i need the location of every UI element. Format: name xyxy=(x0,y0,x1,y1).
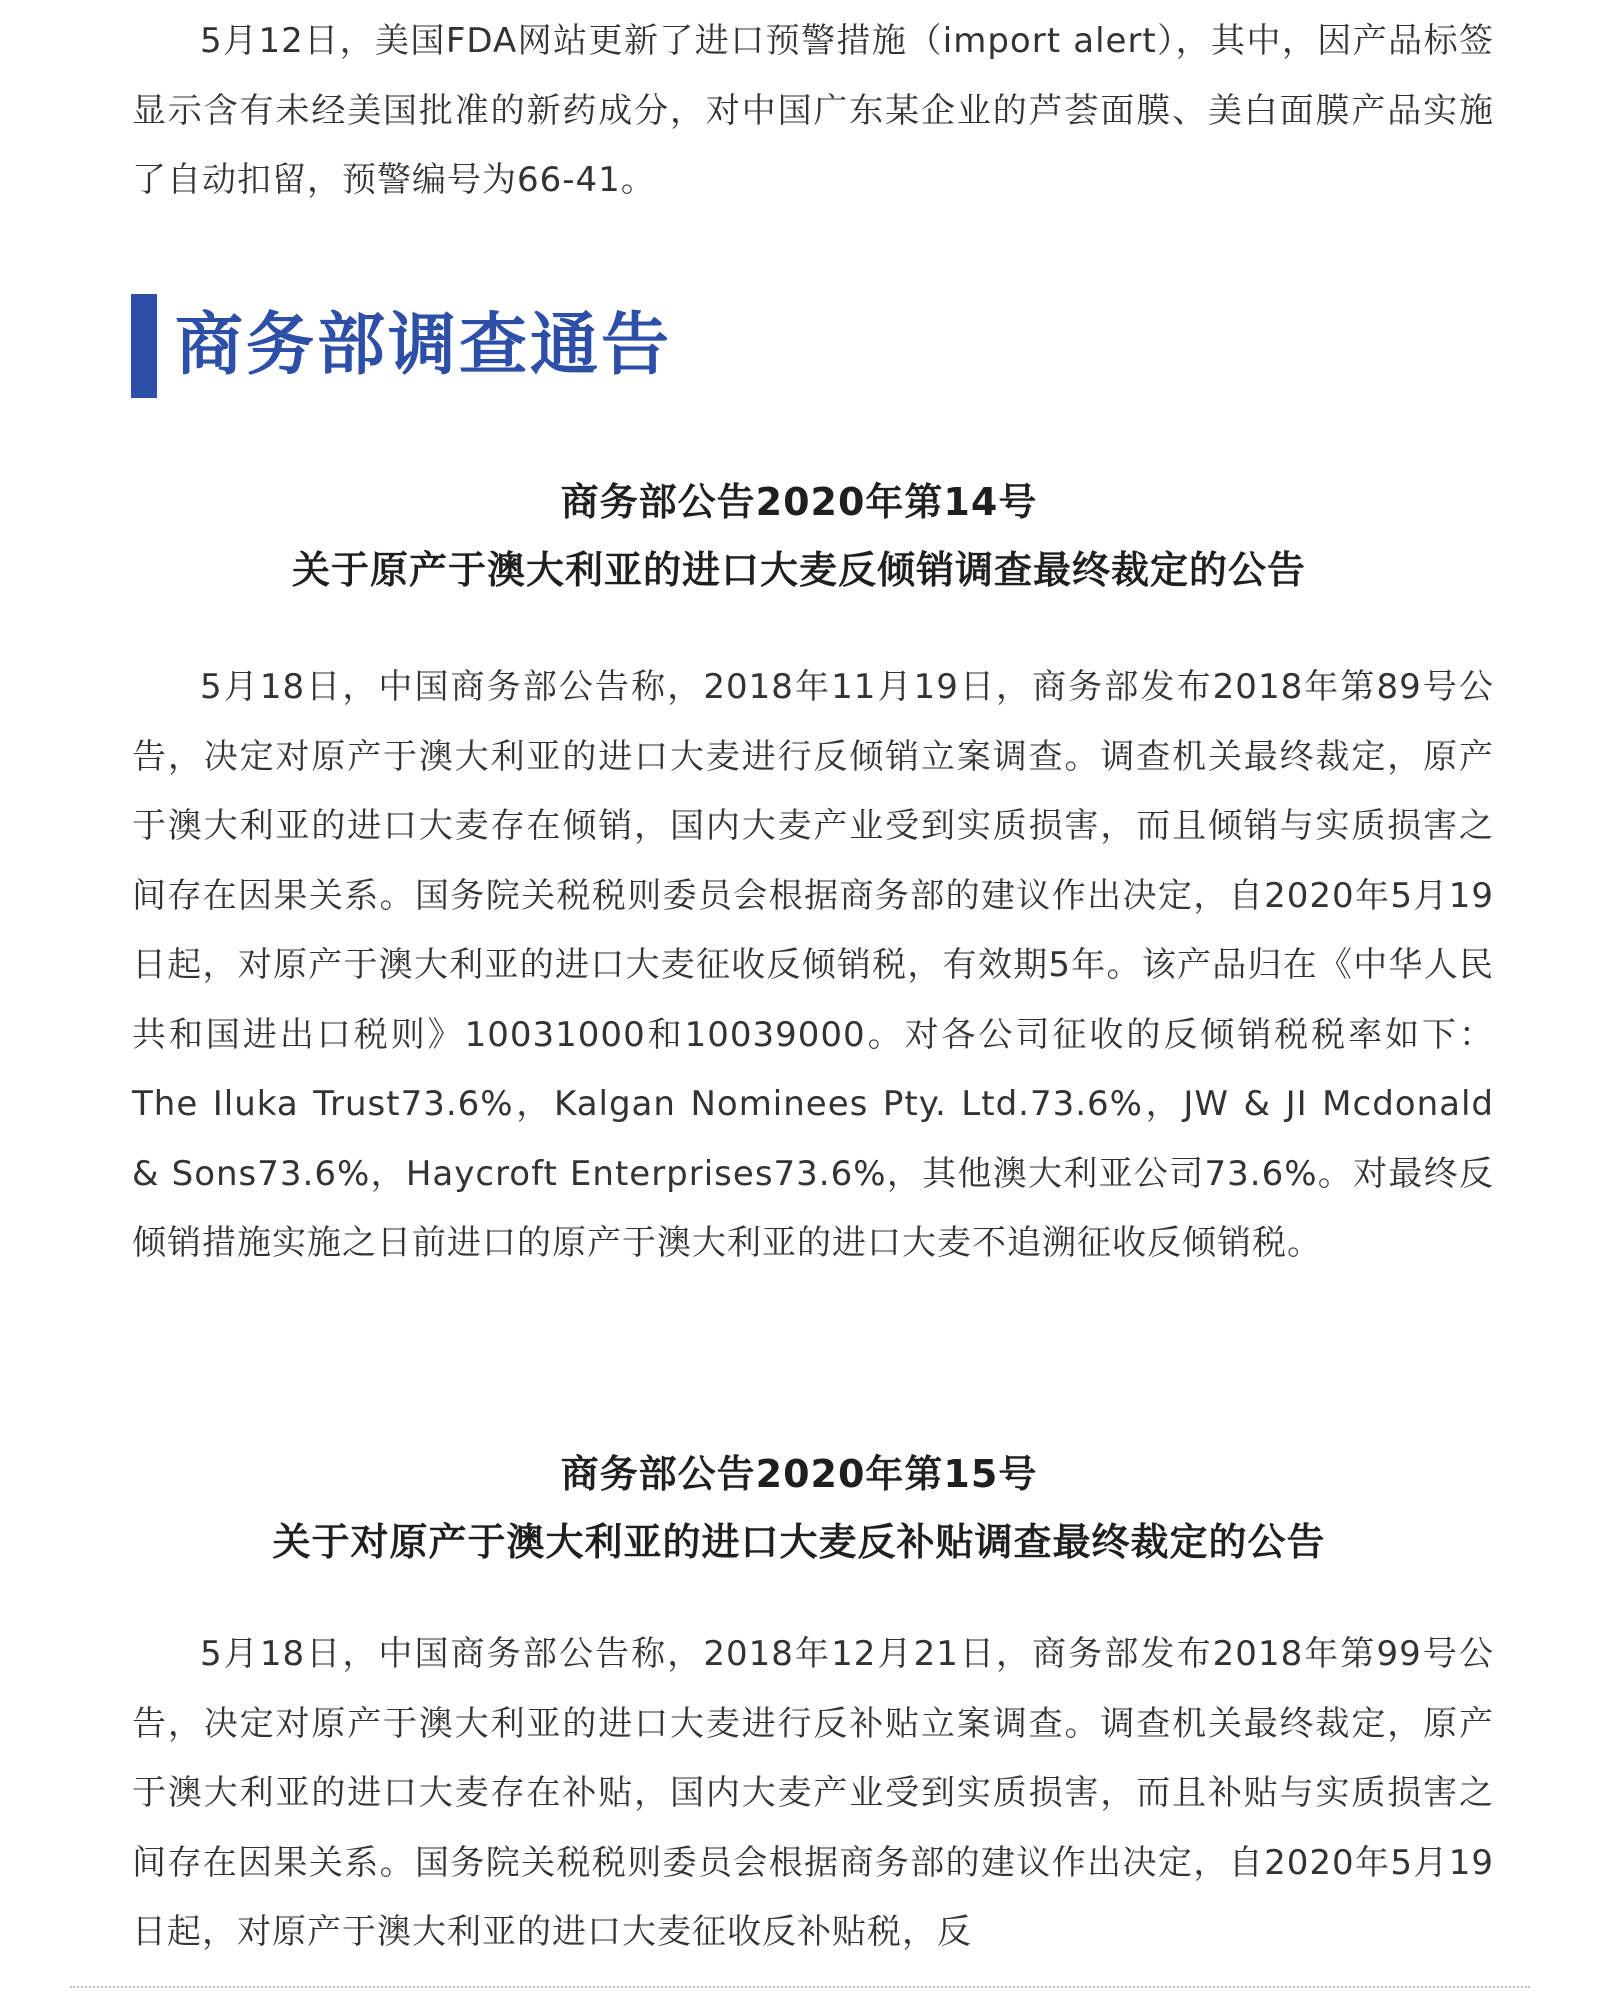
section-header xyxy=(131,294,672,398)
notice-14-number-title: 商务部公告2020年第14号 xyxy=(560,480,1038,524)
notice-15-number-title: 商务部公告2020年第15号 xyxy=(560,1452,1038,1496)
section-accent-bar xyxy=(131,294,157,398)
notice-14-subject-title: 关于原产于澳大利亚的进口大麦反倾销调查最终裁定的公告 xyxy=(291,548,1306,592)
intro-paragraph: 5月12日，美国FDA网站更新了进口预警措施（import alert），其中，因产品标签显示含有未经美国批准的新药成分，对中国广东某企业的芦荟面膜、美白面膜产品实施了自动扣留，预警编号为66-41。 xyxy=(132,21,1494,200)
section-title: 商务部调查通告 xyxy=(175,306,673,385)
bottom-divider xyxy=(70,1986,1530,1988)
notice-14-body: 5月18日，中国商务部公告称，2018年11月19日，商务部发布2018年第89号公告，决定对原产于澳大利亚的进口大麦进行反倾销立案调查。调查机关最终裁定，原产于澳大利亚的进口大麦存在倾销，国内大麦产业受到实质损害，而且倾销与实质损害之间存在因果关系。国务院关税税则委员会根据商务部的建议作出决定，自2020年5月19日起，对原产于澳大利亚的进口大麦征收反倾销税，有效期5年。该产品归在《中华人民共和国进出口税则》10031000和10039000。对各公司征收的反倾销税税率如下：The Iluka Trust73.6%，Kalgan Nominees Pty. Ltd.73.6%，JW & JI Mcdonald & Sons73.6%，Haycroft Enterprises73.6%，其他澳大利亚公司73.6%。对最终反倾销措施实施之日前进口的原产于澳大利亚的进口大麦不追溯征收反倾销税。 xyxy=(132,667,1494,1263)
notice-15-body: 5月18日，中国商务部公告称，2018年12月21日，商务部发布2018年第99号公告，决定对原产于澳大利亚的进口大麦进行反补贴立案调查。调查机关最终裁定，原产于澳大利亚的进口大麦存在补贴，国内大麦产业受到实质损害，而且补贴与实质损害之间存在因果关系。国务院关税税则委员会根据商务部的建议作出决定，自2020年5月19日起，对原产于澳大利亚的进口大麦征收反补贴税，反 xyxy=(132,1634,1494,1952)
notice-15-subject-title: 关于对原产于澳大利亚的进口大麦反补贴调查最终裁定的公告 xyxy=(272,1520,1326,1564)
